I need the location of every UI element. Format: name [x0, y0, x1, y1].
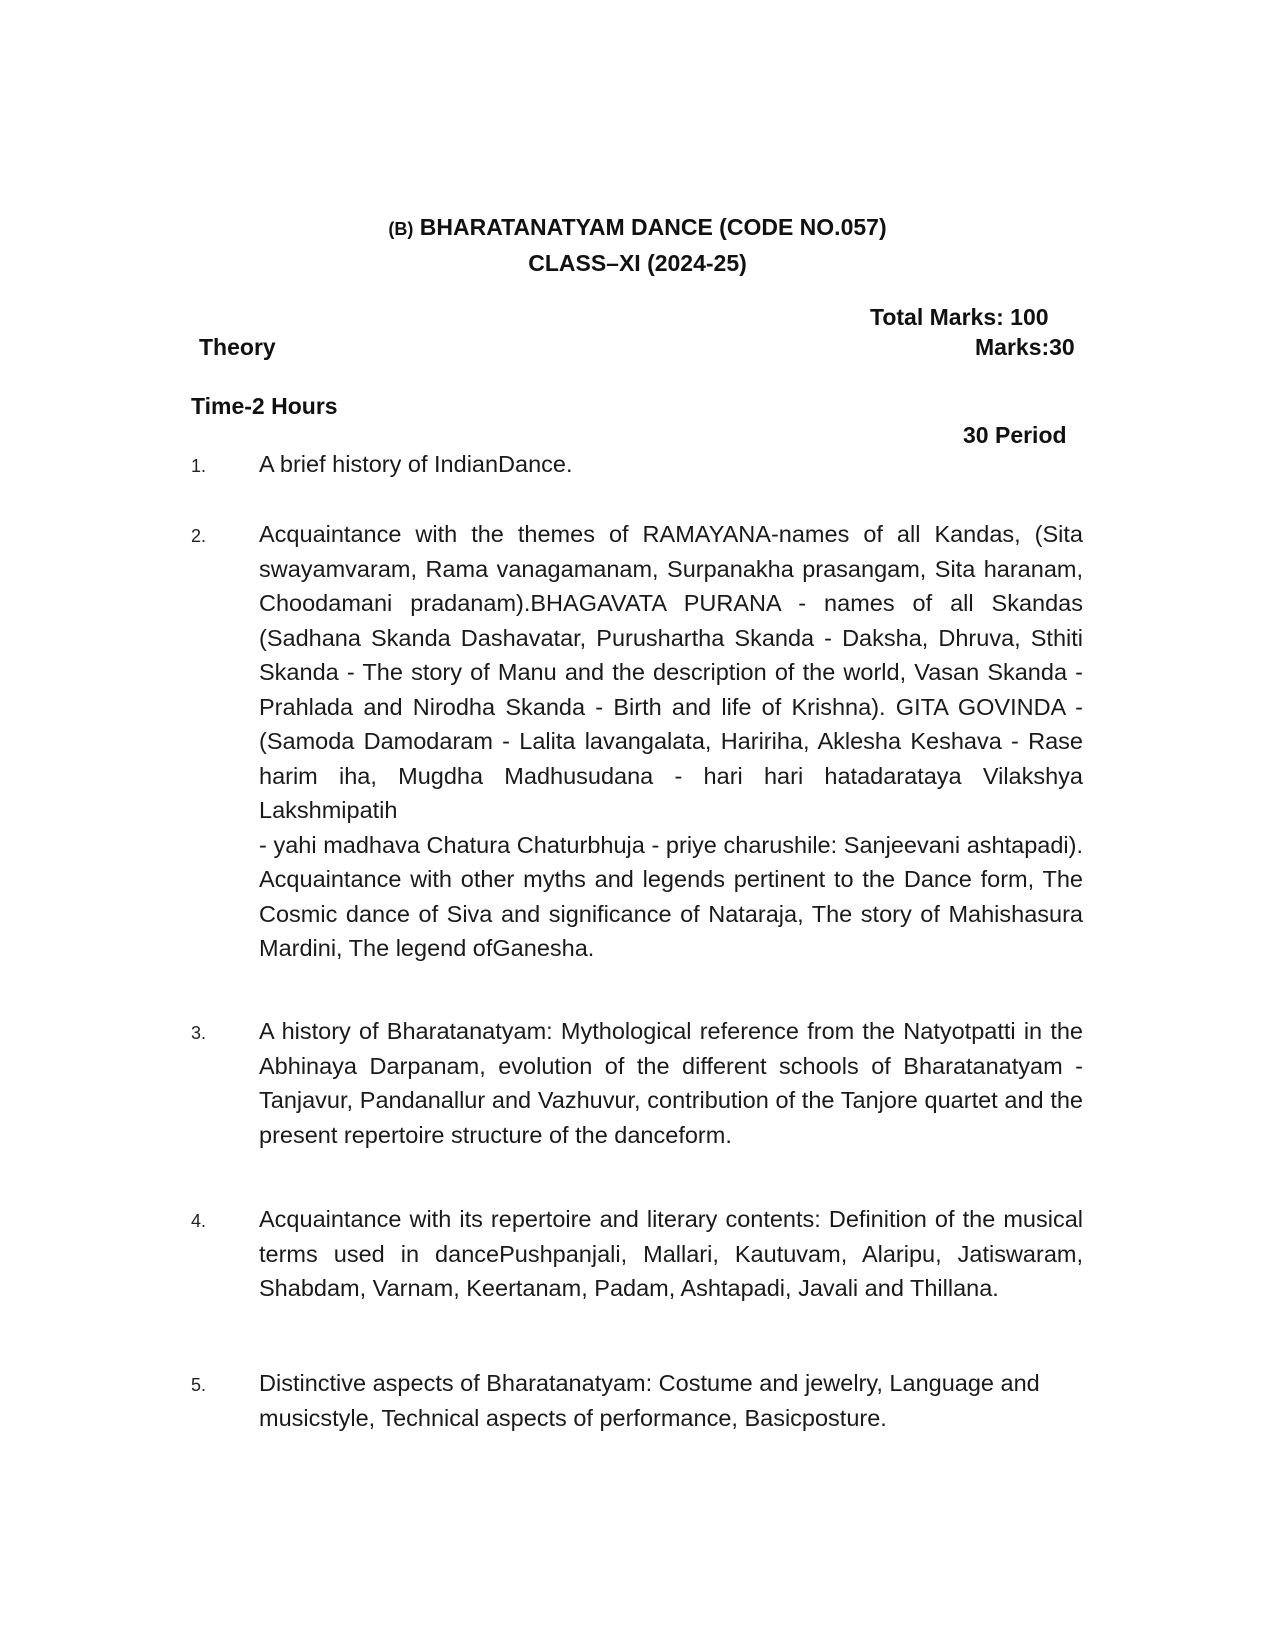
list-item-number: 1. [191, 456, 207, 476]
title-prefix: (B) [388, 219, 414, 239]
course-title: BHARATANATYAM DANCE (CODE NO.057) [419, 214, 887, 240]
total-marks: Total Marks: 100 [870, 304, 1049, 330]
list-item-text [259, 1202, 1083, 1306]
list-item-number: 3. [191, 1023, 207, 1043]
period-count: 30 Period [963, 422, 1067, 448]
list-item-number: 2. [191, 526, 207, 546]
item-3-text: A history of Bharatanatyam: Mythological reference from the Natyotpatti in the Abhinaya Darpanam, evolution of the different schools of Bharatanatyam - Tanjavur, Pandanallur and Vazhuvur, contribution of the Tanjore quartet and the present repertoire structure of the danceform. [259, 1018, 1083, 1148]
item-2-text-continued: - yahi madhava Chatura Chaturbhuja - priye charushile: Sanjeevani ashtapadi). Acquaintance with other myths and legends pertinent to the Dance form, The Cosmic dance of Siva and significance of Nataraja, The story of Mahishasura Mardini, The legend ofGanesha. [259, 831, 1083, 961]
list-item-number: 4. [191, 1211, 207, 1231]
item-5-text: Distinctive aspects of Bharatanatyam: Costume and jewelry, Language and musicstyle, Technical aspects of performance, Basicposture. [259, 1370, 1040, 1431]
document-title [0, 210, 1275, 280]
theory-marks: Marks:30 [975, 334, 1075, 360]
time-duration: Time-2 Hours [191, 393, 338, 419]
list-item-text [259, 1366, 1083, 1435]
theory-label: Theory [199, 334, 276, 360]
list-item-text [259, 517, 1083, 966]
item-1-text: A brief history of IndianDance. [259, 451, 573, 477]
item-4-text: Acquaintance with its repertoire and literary contents: Definition of the musical terms used in dancePushpanjali, Mallari, Kautuvam, Alaripu, Jatiswaram, Shabdam, Varnam, Keertanam, Padam, Ashtapadi, Javali and Thillana. [259, 1206, 1083, 1301]
class-subtitle: CLASS–XI (2024-25) [528, 250, 747, 276]
list-item-text [259, 1014, 1083, 1152]
list-item-text [259, 447, 1083, 482]
title-line-1 [0, 210, 1275, 246]
list-item-number: 5. [191, 1375, 207, 1395]
item-2-text: Acquaintance with the themes of RAMAYANA-names of all Kandas, (Sita swayamvaram, Rama vanagamanam, Surpanakha prasangam, Sita haranam, Choodamani pradanam).BHAGAVATA PURANA - names of all Skandas (Sadhana Skanda Dashavatar, Purushartha Skanda - Daksha, Dhruva, Sthiti Skanda - The story of Manu and the description of the world, Vasan Skanda - Prahlada and Nirodha Skanda - Birth and life of Krishna). GITA GOVINDA - (Samoda Damodaram - Lalita lavangalata, Haririha, Aklesha Keshava - Rase harim iha, Mugdha Madhusudana - hari hari hatadarataya Vilakshya Lakshmipatih [259, 521, 1083, 823]
